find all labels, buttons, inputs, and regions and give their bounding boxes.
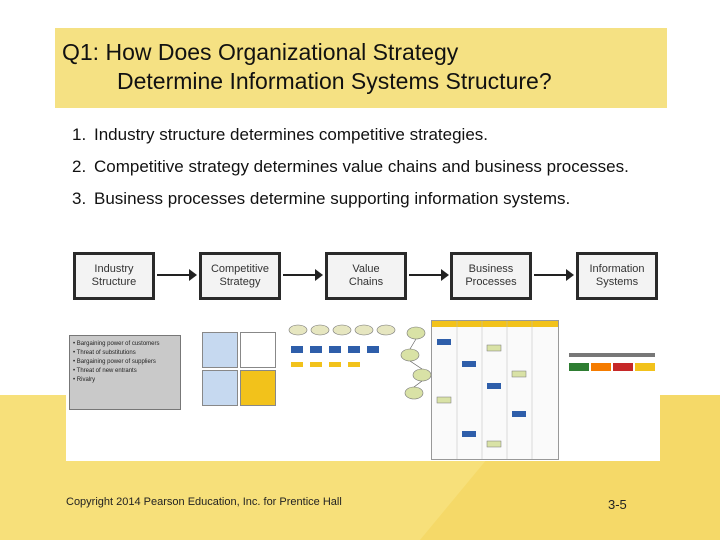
flow-box-competitive-strategy	[199, 252, 281, 300]
bullet-text: Industry structure determines competitive strategies.	[94, 125, 488, 144]
flow-box-label: Information	[589, 263, 645, 275]
bullet-item	[72, 124, 672, 145]
flow-box-label: Competitive	[210, 263, 270, 275]
flow-box-label: Systems	[595, 276, 639, 288]
information-systems-thumbnail	[569, 353, 655, 375]
page-number: 3-5	[608, 497, 627, 512]
flow-arrow	[534, 274, 572, 276]
flow-box-industry-structure	[73, 252, 155, 300]
force-item: • Bargaining power of customers	[73, 341, 160, 347]
bullet-number: 1.	[72, 125, 87, 144]
strategy-cell	[240, 370, 276, 406]
competitive-strategy-thumbnail	[202, 332, 276, 408]
slide-title	[62, 38, 552, 96]
force-item: • Bargaining power of suppliers	[73, 359, 156, 365]
flow-box-label: Industry	[94, 263, 134, 275]
strategy-flow-diagram	[66, 252, 660, 304]
title-line-1: Q1: How Does Organizational Strategy	[62, 39, 459, 65]
flow-box-label: Value	[352, 263, 380, 275]
flow-arrow	[409, 274, 447, 276]
flow-box-label: Strategy	[219, 276, 261, 288]
flow-arrow	[157, 274, 195, 276]
business-process-thumbnail	[396, 323, 436, 403]
strategy-cell	[240, 332, 276, 368]
force-item: • Threat of new entrants	[73, 368, 137, 374]
strategy-cell	[202, 332, 238, 368]
bullet-text: Competitive strategy determines value chains and business processes.	[94, 157, 629, 176]
bullet-number: 2.	[72, 157, 87, 176]
copyright-text: Copyright 2014 Pearson Education, Inc. for Prentice Hall	[66, 496, 342, 508]
force-item: • Rivalry	[73, 377, 96, 383]
flow-box-label: Processes	[465, 276, 517, 288]
flow-arrow	[283, 274, 321, 276]
bullet-list	[72, 124, 672, 220]
force-item: • Threat of substitutions	[73, 350, 136, 356]
flow-box-label: Structure	[91, 276, 137, 288]
thumbnail-figure	[66, 318, 660, 461]
flow-box-business-processes	[450, 252, 532, 300]
flow-box-label: Chains	[348, 276, 384, 288]
title-line-2: Determine Information Systems Structure?	[117, 68, 552, 94]
flow-box-information-systems	[576, 252, 658, 300]
bullet-number: 3.	[72, 189, 87, 208]
flow-box-label: Business	[468, 263, 514, 275]
flow-box-value-chains	[325, 252, 407, 300]
five-forces-thumbnail	[69, 335, 181, 410]
bullet-item	[72, 188, 672, 209]
strategy-cell	[202, 370, 238, 406]
swimlane-thumbnail	[431, 320, 559, 460]
bullet-item	[72, 156, 672, 177]
bullet-text: Business processes determine supporting information systems.	[94, 189, 571, 208]
